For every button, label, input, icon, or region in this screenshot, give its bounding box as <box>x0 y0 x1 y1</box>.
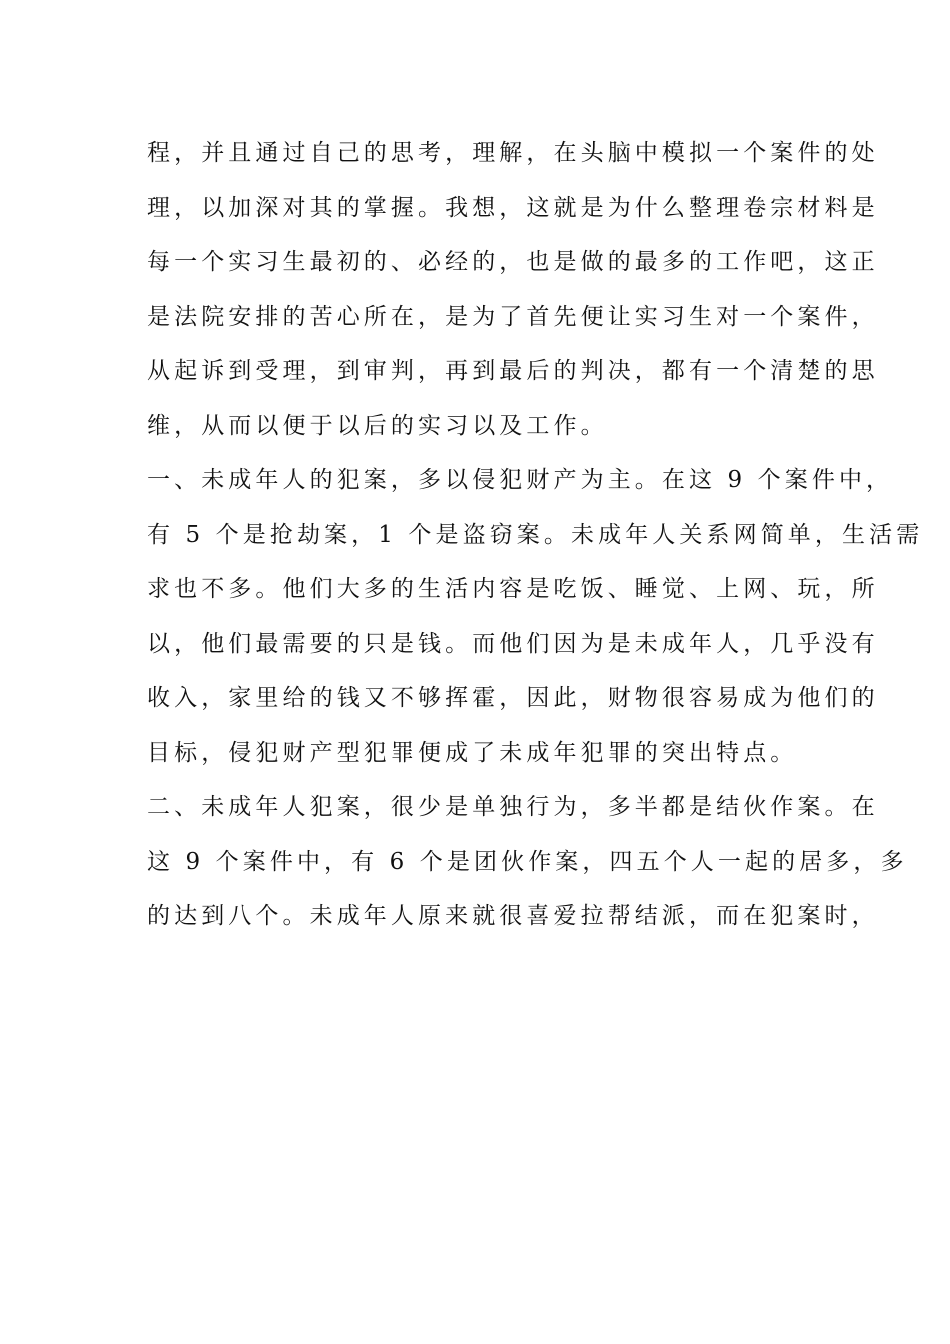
text-line: 以，他们最需要的只是钱。而他们因为是未成年人，几乎没有 <box>147 630 879 657</box>
text-line: 理，以加深对其的掌握。我想，这就是为什么整理卷宗材料是 <box>147 194 879 221</box>
text-line: 一、未成年人的犯案，多以侵犯财产为主。在这 9 个案件中， <box>147 467 894 493</box>
text-line: 的达到八个。未成年人原来就很喜爱拉帮结派，而在犯案时， <box>147 903 879 929</box>
text-line: 求也不多。他们大多的生活内容是吃饭、睡觉、上网、玩，所 <box>147 576 879 602</box>
text-line: 每一个实习生最初的、必经的，也是做的最多的工作吧，这正 <box>147 249 879 275</box>
text-line: 这 9 个案件中，有 6 个是团伙作案，四五个人一起的居多，多 <box>147 848 908 875</box>
body-text <box>147 126 924 944</box>
text-line: 是法院安排的苦心所在，是为了首先便让实习生对一个案件， <box>147 303 879 330</box>
text-line: 二、未成年人犯案，很少是单独行为，多半都是结伙作案。在 <box>147 794 879 820</box>
text-line: 程，并且通过自己的思考，理解，在头脑中模拟一个案件的处 <box>147 140 879 166</box>
text-line: 维，从而以便于以后的实习以及工作。 <box>147 412 608 439</box>
text-line: 目标，侵犯财产型犯罪便成了未成年犯罪的突出特点。 <box>147 739 798 766</box>
text-line: 有 5 个是抢劫案，1 个是盗窃案。未成年人关系网简单，生活需 <box>147 521 924 548</box>
text-line: 收入，家里给的钱又不够挥霍，因此，财物很容易成为他们的 <box>147 685 879 711</box>
text-line: 从起诉到受理，到审判，再到最后的判决，都有一个清楚的思 <box>147 358 879 384</box>
